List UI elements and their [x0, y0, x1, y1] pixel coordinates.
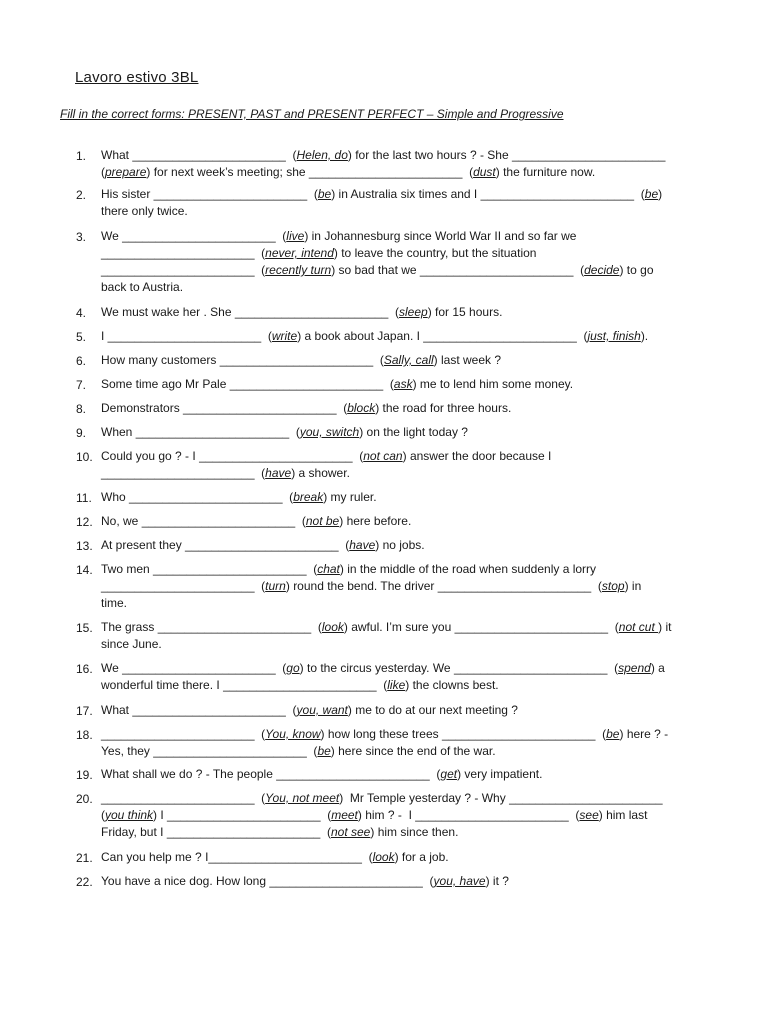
- verb-hint: meet: [331, 808, 358, 822]
- answer-blank[interactable]: _______________________: [229, 377, 384, 391]
- sentence-text: ) a shower.: [291, 466, 350, 480]
- sentence-text: ) to the circus yesterday. We: [299, 661, 454, 675]
- answer-blank[interactable]: _______________________: [132, 148, 286, 162]
- sentence-text: At present they: [101, 538, 186, 552]
- answer-blank[interactable]: _______________________: [437, 579, 592, 593]
- verb-hint: you, switch: [299, 425, 360, 439]
- sentence-text: (: [376, 678, 388, 692]
- sentence-text: (: [422, 874, 434, 888]
- verb-hint: You, not meet: [265, 791, 340, 805]
- exercise-line: [101, 400, 511, 417]
- sentence-text: (: [254, 246, 266, 260]
- exercise-line: [101, 619, 671, 636]
- exercise-number: 22.: [76, 875, 93, 889]
- answer-blank[interactable]: _______________________: [101, 791, 255, 805]
- exercise-number: 12.: [76, 515, 93, 529]
- sentence-text: (: [429, 767, 441, 781]
- instruction-text: Fill in the correct forms: PRESENT, PAST and PRESENT PERFECT – Simple and Progressive: [60, 107, 564, 121]
- answer-blank[interactable]: _______________________: [129, 490, 283, 504]
- sentence-text: (: [320, 825, 331, 839]
- answer-blank[interactable]: _______________________: [166, 825, 321, 839]
- answer-blank[interactable]: _______________________: [269, 874, 423, 888]
- sentence-text: (: [282, 490, 294, 504]
- sentence-text: ) here since the end of the war.: [330, 744, 496, 758]
- sentence-text: I: [101, 329, 108, 343]
- sentence-text: ) my ruler.: [323, 490, 377, 504]
- exercise-number: 6.: [76, 354, 87, 368]
- sentence-text: (: [634, 187, 645, 201]
- exercise-line: [101, 726, 668, 743]
- sentence-text: ) in Australia six times and I: [331, 187, 481, 201]
- sentence-text: (: [254, 791, 266, 805]
- sentence-text: (: [573, 263, 585, 277]
- verb-hint: just, finish: [587, 329, 641, 343]
- sentence-text: there only twice.: [101, 204, 188, 218]
- verb-hint: decide: [584, 263, 620, 277]
- sentence-text: ) in: [624, 579, 642, 593]
- verb-hint: look: [372, 850, 395, 864]
- exercise-line: [101, 376, 573, 393]
- document-title: Lavoro estivo 3BL: [75, 69, 199, 86]
- sentence-text: ): [658, 187, 663, 201]
- sentence-text: (: [373, 353, 384, 367]
- sentence-text: ) so bad that we: [331, 263, 420, 277]
- sentence-text: You have a nice dog. How long: [101, 874, 270, 888]
- sentence-text: The grass: [101, 620, 158, 634]
- exercise-line: [101, 245, 536, 262]
- sentence-text: (: [336, 401, 348, 415]
- exercise-line: [101, 164, 595, 181]
- exercise-number: 14.: [76, 563, 93, 577]
- exercise-line: [101, 561, 596, 578]
- sentence-text: since June.: [101, 637, 162, 651]
- verb-hint: live: [286, 229, 305, 243]
- sentence-text: ) awful. I’m sure you: [343, 620, 455, 634]
- sentence-text: (: [254, 727, 266, 741]
- sentence-text: ) to leave the country, but the situation: [333, 246, 537, 260]
- sentence-text: ) in the middle of the road when suddenly a lorry: [339, 562, 597, 576]
- answer-blank[interactable]: _______________________: [101, 466, 255, 480]
- verb-hint: sleep: [399, 305, 428, 319]
- exercise-line: [101, 328, 648, 345]
- sentence-text: ) him last: [598, 808, 648, 822]
- exercise-line: [101, 677, 499, 694]
- exercise-number: 15.: [76, 621, 93, 635]
- exercise-number: 21.: [76, 851, 93, 865]
- verb-hint: prepare: [105, 165, 147, 179]
- answer-blank[interactable]: _______________________: [199, 449, 353, 463]
- sentence-text: ) the clowns best.: [405, 678, 499, 692]
- sentence-text: (: [295, 514, 306, 528]
- answer-blank[interactable]: _______________________: [208, 850, 362, 864]
- exercise-number: 13.: [76, 539, 93, 553]
- sentence-text: ) for 15 hours.: [427, 305, 503, 319]
- sentence-text: What: [101, 148, 133, 162]
- sentence-text: ) answer the door because I: [402, 449, 552, 463]
- answer-blank[interactable]: _______________________: [308, 165, 463, 179]
- verb-hint: spend: [618, 661, 651, 675]
- answer-blank[interactable]: _______________________: [453, 661, 608, 675]
- sentence-text: ) him since then.: [370, 825, 459, 839]
- sentence-text: His sister: [101, 187, 154, 201]
- sentence-text: (: [595, 727, 607, 741]
- exercise-line: [101, 790, 663, 807]
- verb-hint: you think: [105, 808, 154, 822]
- exercise-line: [101, 766, 542, 783]
- verb-hint: dust: [473, 165, 496, 179]
- exercise-line: [101, 513, 411, 530]
- exercise-number: 9.: [76, 426, 87, 440]
- exercise-line: [101, 807, 647, 824]
- sentence-text: ) I: [153, 808, 168, 822]
- sentence-text: ).: [640, 329, 649, 343]
- answer-blank[interactable]: _______________________: [419, 263, 574, 277]
- sentence-text: (: [307, 187, 318, 201]
- sentence-text: Friday, but I: [101, 825, 167, 839]
- sentence-text: (: [568, 808, 580, 822]
- exercise-line: [101, 743, 496, 760]
- exercise-line: [101, 203, 188, 220]
- verb-hint: recently turn: [265, 263, 332, 277]
- sentence-text: (: [607, 661, 619, 675]
- sentence-text: ) for the last two hours ? - She: [347, 148, 512, 162]
- exercise-number: 1.: [76, 149, 87, 163]
- sentence-text: ) here ? -: [619, 727, 669, 741]
- answer-blank[interactable]: _______________________: [223, 678, 377, 692]
- exercise-line: [101, 489, 377, 506]
- answer-blank[interactable]: _______________________: [141, 514, 296, 528]
- exercise-line: [101, 824, 458, 841]
- sentence-text: ) here before.: [339, 514, 412, 528]
- sentence-text: Who: [101, 490, 130, 504]
- exercise-number: 19.: [76, 768, 93, 782]
- verb-hint: stop: [601, 579, 625, 593]
- answer-blank[interactable]: _______________________: [480, 187, 635, 201]
- exercise-number: 10.: [76, 450, 93, 464]
- sentence-text: (: [361, 850, 373, 864]
- answer-blank[interactable]: _______________________: [135, 425, 290, 439]
- sentence-text: wonderful time there. I: [101, 678, 224, 692]
- exercise-line: [101, 537, 425, 554]
- verb-hint: You, know: [265, 727, 321, 741]
- sentence-text: No, we: [101, 514, 142, 528]
- sentence-text: (: [320, 808, 332, 822]
- sentence-text: (: [254, 466, 266, 480]
- exercise-line: [101, 147, 665, 164]
- answer-blank[interactable]: _______________________: [153, 744, 307, 758]
- answer-blank[interactable]: _______________________: [183, 401, 337, 415]
- exercise-number: 3.: [76, 230, 87, 244]
- sentence-text: We: [101, 661, 123, 675]
- exercise-line: [101, 465, 350, 482]
- exercise-line: [101, 660, 665, 677]
- sentence-text: back to Austria.: [101, 280, 184, 294]
- verb-hint: be: [644, 187, 659, 201]
- answer-blank[interactable]: _______________________: [107, 329, 262, 343]
- sentence-text: (: [591, 579, 602, 593]
- verb-hint: never, intend: [265, 246, 334, 260]
- verb-hint: be: [606, 727, 620, 741]
- exercise-number: 2.: [76, 188, 87, 202]
- sentence-text: ) how long these trees: [320, 727, 442, 741]
- sentence-text: ) me to lend him some money.: [412, 377, 574, 391]
- sentence-text: ) very impatient.: [457, 767, 543, 781]
- verb-hint: not cut: [618, 620, 659, 634]
- sentence-text: Could you go ? - I: [101, 449, 200, 463]
- verb-hint: have: [349, 538, 376, 552]
- verb-hint: you, have: [433, 874, 486, 888]
- verb-hint: be: [317, 187, 332, 201]
- sentence-text: ) a book about Japan. I: [297, 329, 424, 343]
- verb-hint: chat: [317, 562, 340, 576]
- exercise-line: [101, 228, 576, 245]
- answer-blank[interactable]: _______________________: [423, 329, 577, 343]
- sentence-text: We: [101, 229, 123, 243]
- exercise-line: [101, 352, 501, 369]
- verb-hint: look: [321, 620, 344, 634]
- answer-blank[interactable]: _______________________: [157, 620, 312, 634]
- sentence-text: Yes, they: [101, 744, 154, 758]
- sentence-text: When: [101, 425, 136, 439]
- verb-hint: Helen, do: [296, 148, 348, 162]
- verb-hint: write: [271, 329, 298, 343]
- exercise-line: [101, 849, 449, 866]
- sentence-text: ) for a job.: [394, 850, 449, 864]
- verb-hint: break: [293, 490, 324, 504]
- sentence-text: Demonstrators: [101, 401, 184, 415]
- answer-blank[interactable]: _______________________: [132, 703, 286, 717]
- verb-hint: not be: [305, 514, 340, 528]
- sentence-text: ) me to do at our next meeting ?: [347, 703, 518, 717]
- sentence-text: (: [275, 229, 287, 243]
- sentence-text: (: [101, 808, 105, 822]
- sentence-text: Two men: [101, 562, 154, 576]
- verb-hint: ask: [393, 377, 413, 391]
- sentence-text: (: [101, 165, 105, 179]
- sentence-text: (: [285, 148, 297, 162]
- sentence-text: (: [388, 305, 400, 319]
- sentence-text: (: [254, 579, 266, 593]
- exercise-number: 4.: [76, 306, 87, 320]
- sentence-text: (: [275, 661, 287, 675]
- answer-blank[interactable]: _______________________: [101, 246, 255, 260]
- verb-hint: like: [387, 678, 406, 692]
- sentence-text: (: [285, 703, 297, 717]
- exercise-line: [101, 636, 162, 653]
- answer-blank[interactable]: _______________________: [153, 562, 307, 576]
- exercise-line: [101, 595, 127, 612]
- answer-blank[interactable]: _______________________: [167, 808, 321, 822]
- sentence-text: (: [462, 165, 474, 179]
- sentence-text: ) in Johannesburg since World War II and so far we: [304, 229, 577, 243]
- verb-hint: not see: [330, 825, 371, 839]
- exercise-line: [101, 279, 183, 296]
- sentence-text: (: [289, 425, 300, 439]
- sentence-text: (: [383, 377, 394, 391]
- answer-blank[interactable]: _______________________: [101, 579, 255, 593]
- sentence-text: What shall we do ? - The people: [101, 767, 277, 781]
- sentence-text: ) for next week’s meeting; she: [146, 165, 309, 179]
- exercise-line: [101, 304, 502, 321]
- sentence-text: ) on the light today ?: [359, 425, 468, 439]
- sentence-text: time.: [101, 596, 128, 610]
- exercise-line: [101, 186, 662, 203]
- sentence-text: ) it ?: [485, 874, 509, 888]
- exercise-line: [101, 424, 468, 441]
- verb-hint: Sally, call: [383, 353, 434, 367]
- sentence-text: (: [311, 620, 322, 634]
- sentence-text: ) last week ?: [433, 353, 502, 367]
- exercise-line: [101, 702, 518, 719]
- exercise-number: 7.: [76, 378, 87, 392]
- exercise-line: [101, 262, 654, 279]
- answer-blank[interactable]: _______________________: [441, 727, 596, 741]
- answer-blank[interactable]: _______________________: [415, 808, 569, 822]
- sentence-text: (: [352, 449, 364, 463]
- answer-blank[interactable]: _______________________: [511, 148, 666, 162]
- exercise-line: [101, 448, 551, 465]
- verb-hint: have: [265, 466, 292, 480]
- answer-blank[interactable]: _______________________: [509, 791, 663, 805]
- exercise-line: [101, 873, 509, 890]
- sentence-text: Can you help me ? I: [101, 850, 209, 864]
- exercise-number: 5.: [76, 330, 87, 344]
- verb-hint: see: [579, 808, 599, 822]
- sentence-text: How many customers: [101, 353, 220, 367]
- exercise-number: 20.: [76, 792, 93, 806]
- exercise-number: 18.: [76, 728, 93, 742]
- sentence-text: (: [338, 538, 350, 552]
- sentence-text: We must wake her . She: [101, 305, 235, 319]
- sentence-text: (: [254, 263, 266, 277]
- sentence-text: ) to go: [619, 263, 654, 277]
- answer-blank[interactable]: _______________________: [276, 767, 430, 781]
- sentence-text: (: [608, 620, 619, 634]
- sentence-text: ) Mr Temple yesterday ? - Why: [339, 791, 510, 805]
- sentence-text: ) the furniture now.: [495, 165, 596, 179]
- verb-hint: go: [286, 661, 300, 675]
- answer-blank[interactable]: _______________________: [122, 229, 276, 243]
- exercise-number: 8.: [76, 402, 87, 416]
- sentence-text: What: [101, 703, 133, 717]
- answer-blank[interactable]: _______________________: [122, 661, 276, 675]
- answer-blank[interactable]: _______________________: [219, 353, 374, 367]
- answer-blank[interactable]: _______________________: [101, 727, 255, 741]
- sentence-text: ) round the bend. The driver: [285, 579, 438, 593]
- sentence-text: ) him ? - I: [357, 808, 416, 822]
- verb-hint: be: [317, 744, 331, 758]
- verb-hint: block: [347, 401, 376, 415]
- exercise-number: 11.: [76, 491, 92, 505]
- sentence-text: (: [306, 562, 318, 576]
- sentence-text: ) a: [650, 661, 665, 675]
- sentence-text: (: [261, 329, 272, 343]
- verb-hint: turn: [265, 579, 286, 593]
- sentence-text: (: [576, 329, 588, 343]
- exercise-number: 17.: [76, 704, 93, 718]
- answer-blank[interactable]: _______________________: [185, 538, 339, 552]
- sentence-text: Some time ago Mr Pale: [101, 377, 230, 391]
- sentence-text: (: [306, 744, 318, 758]
- answer-blank[interactable]: _______________________: [101, 263, 255, 277]
- verb-hint: you, want: [296, 703, 348, 717]
- sentence-text: ) no jobs.: [375, 538, 425, 552]
- verb-hint: not can: [363, 449, 403, 463]
- exercise-line: [101, 578, 641, 595]
- answer-blank[interactable]: _______________________: [153, 187, 308, 201]
- exercise-number: 16.: [76, 662, 93, 676]
- sentence-text: ) the road for three hours.: [375, 401, 512, 415]
- answer-blank[interactable]: _______________________: [234, 305, 389, 319]
- answer-blank[interactable]: _______________________: [454, 620, 609, 634]
- sentence-text: ) it: [658, 620, 672, 634]
- verb-hint: get: [440, 767, 458, 781]
